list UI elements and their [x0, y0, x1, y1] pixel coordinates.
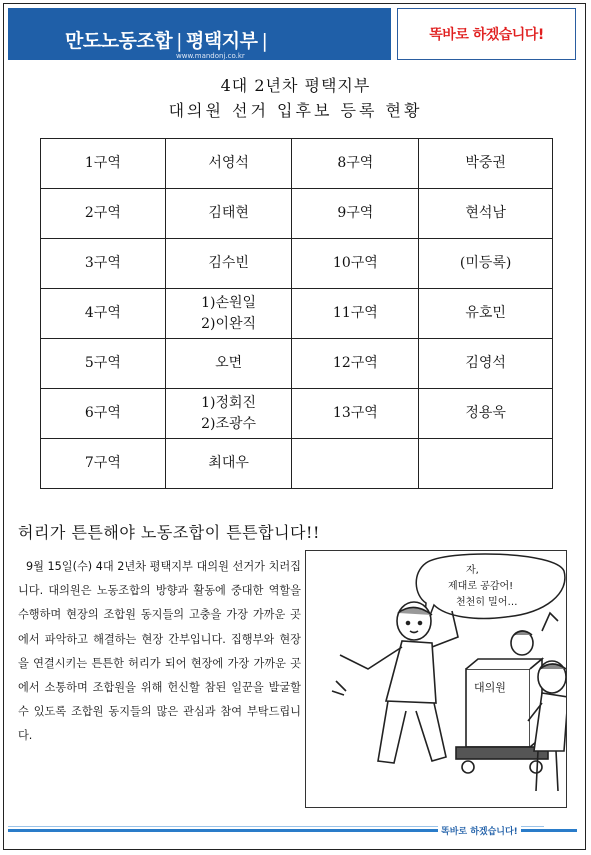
- district-cell: 8구역: [292, 139, 419, 189]
- candidate-cell: [165, 339, 292, 389]
- candidate-name: 1)정회진: [201, 394, 257, 411]
- candidate-cell: [419, 139, 553, 189]
- header-url[interactable]: www.mandonj.co.kr: [176, 52, 245, 60]
- district-cell: 4구역: [41, 289, 166, 339]
- candidate-name: 오면: [215, 355, 243, 371]
- speech-bubble-icon: [416, 554, 565, 631]
- candidate-cell: [165, 439, 292, 489]
- header-banner: [8, 8, 391, 60]
- table-row: [41, 439, 553, 489]
- divider-icon: |: [176, 30, 183, 52]
- district-cell: 1구역: [41, 139, 166, 189]
- candidate-cell: [165, 189, 292, 239]
- stretching-man-icon: [332, 602, 458, 763]
- article-headline: 허리가 튼튼해야 노동조합이 튼튼합니다!!: [18, 523, 320, 542]
- district-cell: 3구역: [41, 239, 166, 289]
- header-slogan: 똑바로 하겠습니다!: [429, 27, 544, 43]
- district-cell: 11구역: [292, 289, 419, 339]
- candidate-name: 김태현: [208, 205, 249, 221]
- candidate-name: 현석남: [465, 205, 506, 221]
- candidate-name: 2)이완직: [201, 315, 257, 332]
- candidate-name: 서영석: [208, 155, 249, 171]
- candidate-name: 유호민: [465, 305, 506, 321]
- candidate-name: 김수빈: [208, 255, 249, 271]
- district-cell: 7구역: [41, 439, 166, 489]
- candidate-table-body: [41, 139, 553, 489]
- table-row: [41, 189, 553, 239]
- cartoon-illustration: [305, 550, 567, 808]
- candidate-cell: [165, 389, 292, 439]
- candidate-table: [40, 138, 553, 489]
- candidate-name: 김영석: [465, 355, 506, 371]
- candidate-cell: [419, 439, 553, 489]
- speech-line3: 천천히 밀어…: [456, 597, 518, 608]
- article-body: 9월 15일(수) 4대 2년차 평택지부 대의원 선거가 치러집니다. 대의원은 노동조합의 방향과 활동에 중대한 역할을 수행하며 현장의 조합원 동지들의 고충을 가장 가까운 곳에서 파악하고 해결하는 현장 간부입니다. 집행부와 현장을 연결시키는 튼튼한 허리가 되어 현장에 가장 가까운 곳에서 소통하며 조합원을 위해 헌신할 참된 일꾼을 발굴할 수 있도록 조합원 동지들의 많은 관심과 참여 부탁드립니다.: [18, 560, 301, 743]
- branch-name: 평택지부: [186, 30, 258, 52]
- cartoon-drawing: [306, 551, 567, 808]
- candidate-name: (미등록): [459, 255, 512, 271]
- speech-line1: 자,: [466, 565, 479, 576]
- candidate-cell: [419, 239, 553, 289]
- candidate-name: 최대우: [208, 455, 249, 471]
- district-cell: 12구역: [292, 339, 419, 389]
- district-cell: 9구역: [292, 189, 419, 239]
- divider-icon: |: [261, 30, 268, 52]
- footer-rule-end: [542, 829, 577, 832]
- page-title-line1: 4대 2년차 평택지부: [220, 76, 371, 95]
- header-title: [65, 26, 271, 53]
- page-title-line2: 대의원 선거 입후보 등록 현황: [168, 101, 423, 120]
- candidate-cell: [419, 289, 553, 339]
- cart-box-icon: [456, 659, 548, 773]
- candidate-cell: [165, 289, 292, 339]
- table-row: [41, 239, 553, 289]
- district-cell: [292, 439, 419, 489]
- cart-box-label: 대의원: [474, 681, 506, 694]
- candidate-cell: [419, 189, 553, 239]
- candidate-cell: [165, 139, 292, 189]
- district-cell: 6구역: [41, 389, 166, 439]
- district-cell: 5구역: [41, 339, 166, 389]
- candidate-name: 2)조광수: [201, 415, 257, 432]
- union-name: 만도노동조합: [65, 30, 173, 52]
- table-row: [41, 289, 553, 339]
- candidate-cell: [419, 339, 553, 389]
- table-row: [41, 339, 553, 389]
- candidate-cell: [419, 389, 553, 439]
- district-cell: 13구역: [292, 389, 419, 439]
- table-row: [41, 139, 553, 189]
- candidate-name: 1)손원일: [201, 294, 257, 311]
- district-cell: 2구역: [41, 189, 166, 239]
- footer-slogan: 똑바로 하겠습니다!: [438, 824, 521, 837]
- candidate-name: 박중권: [465, 155, 506, 171]
- speech-line2: 제대로 공감어!: [448, 581, 514, 592]
- candidate-cell: [165, 239, 292, 289]
- candidate-name: 정용욱: [465, 405, 506, 421]
- table-row: [41, 389, 553, 439]
- header-slogan-box: [397, 8, 576, 60]
- district-cell: 10구역: [292, 239, 419, 289]
